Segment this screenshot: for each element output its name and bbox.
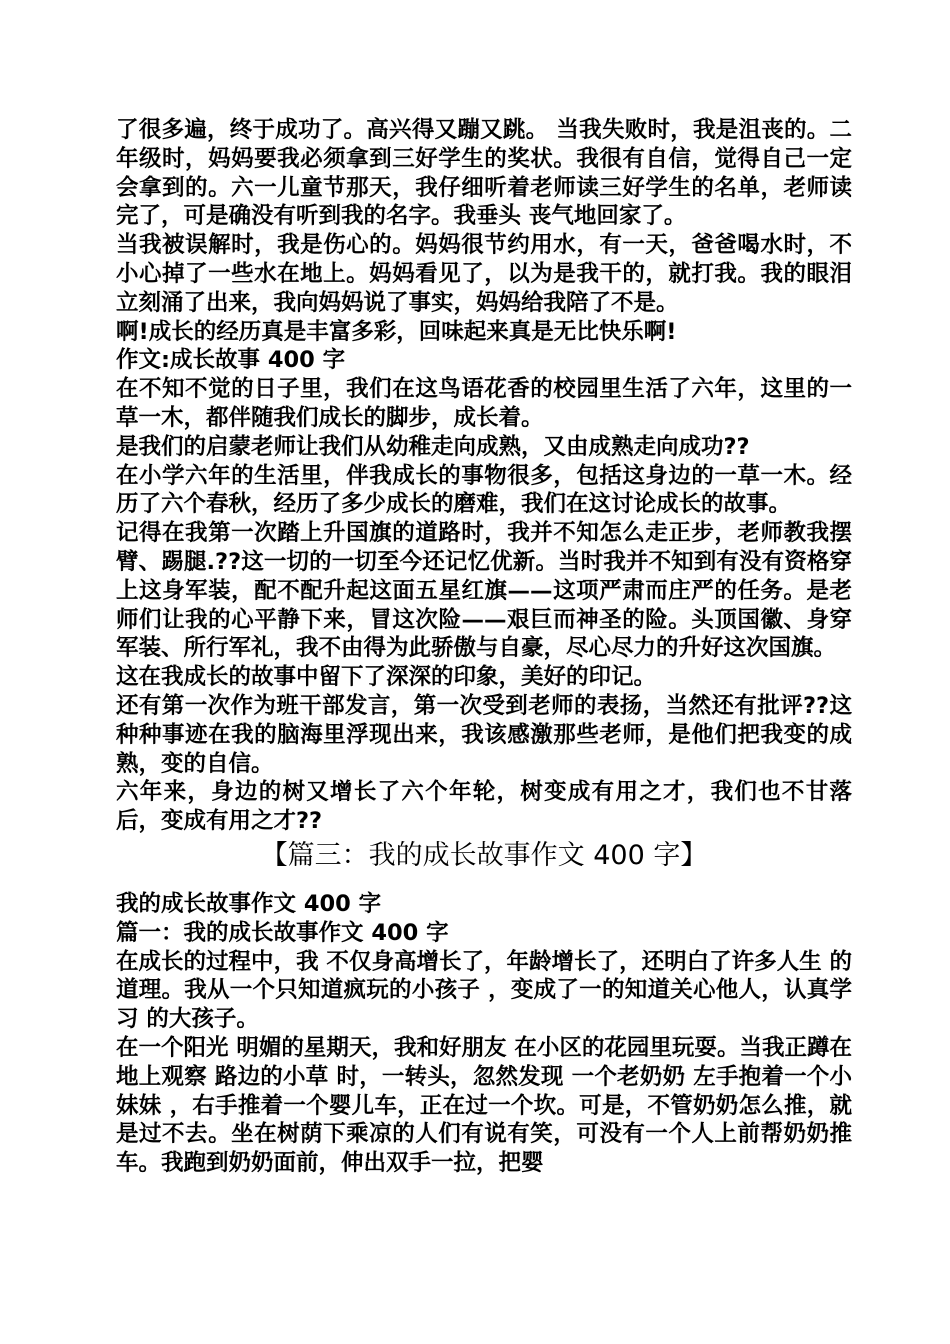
paragraph: 六年来，身边的树又增长了六个年轮，树变成有用之才，我们也不甘落后，变成有用之才?? — [116, 779, 852, 835]
paragraph: 还有第一次作为班干部发言，第一次受到老师的表扬，当然还有批评??这种种事迹在我的脑海里浮现出来，我该感激那些老师，是他们把我变的成熟，变的自信。 — [116, 692, 852, 777]
section-title: 【篇三：我的成长故事作文 400 字】 — [260, 839, 708, 871]
paragraph: 这在我成长的故事中留下了深深的印象，美好的印记。 — [116, 664, 657, 691]
document-body — [116, 116, 852, 1178]
paragraph: 在一个阳光 明媚的星期天，我和好朋友 在小区的花园里玩耍。当我正蹲在地上观察 路边的小草 时，一转头，忽然发现 一个老奶奶 左手抱着一个小妹妹 ，右手推着一个婴儿车，正在过一个坎。可是，不管奶奶怎么推，就是过不去。坐在树荫下乘凉的人们有说有笑，可没有一个人上前帮奶奶推车。我跑到奶奶面前，伸出双手一拉，把婴 — [116, 1034, 852, 1177]
paragraph: 在小学六年的生活里，伴我成长的事物很多，包括这身边的一草一木。经历了六个春秋，经历了多少成长的磨难，我们在这讨论成长的故事。 — [116, 462, 852, 518]
paragraph-heading: 我的成长故事作文 400 字 — [116, 890, 382, 917]
paragraph-heading: 作文:成长故事 400 字 — [116, 347, 346, 374]
paragraph: 在不知不觉的日子里，我们在这鸟语花香的校园里生活了六年，这里的一草一木，都伴随我们成长的脚步，成长着。 — [116, 376, 852, 431]
paragraph: 是我们的启蒙老师让我们从幼稚走向成熟，又由成熟走向成功?? — [116, 433, 750, 460]
paragraph: 啊!成长的经历真是丰富多彩，回味起来真是无比快乐啊! — [116, 318, 677, 345]
paragraph: 当我被误解时，我是伤心的。妈妈很节约用水，有一天，爸爸喝水时，不小心掉了一些水在地上。妈妈看见了，以为是我干的，就打我。我的眼泪立刻涌了出来，我向妈妈说了事实，妈妈给我陪了不是。 — [116, 232, 852, 316]
paragraph-heading: 篇一：我的成长故事作文 400 字 — [116, 919, 449, 946]
paragraph: 记得在我第一次踏上升国旗的道路时，我并不知怎么走正步，老师教我摆臂、踢腿.??这一切的一切至今还记忆优新。当时我并不知到有没有资格穿上这身军装，配不配升起这面五星红旗——这项严肃而庄严的任务。是老师们让我的心平静下来，冒这次险——艰巨而神圣的险。头顶国徽、身穿军装、所行军礼，我不由得为此骄傲与自豪，尽心尽力的升好这次国旗。 — [116, 520, 852, 662]
paragraph: 在成长的过程中，我 不仅身高增长了，年龄增长了，还明白了许多人生 的道理。我从一个只知道疯玩的小孩子 ，变成了一的知道关心他人，认真学习 的大孩子。 — [116, 948, 852, 1033]
paragraph: 了很多遍，终于成功了。高兴得又蹦又跳。 当我失败时，我是沮丧的。二年级时，妈妈要我必须拿到三好学生的奖状。我很有自信，觉得自己一定会拿到的。六一儿童节那天，我仔细听着老师读三好学生的名单，老师读完了，可是确没有听到我的名字。我垂头 丧气地回家了。 — [116, 117, 852, 230]
